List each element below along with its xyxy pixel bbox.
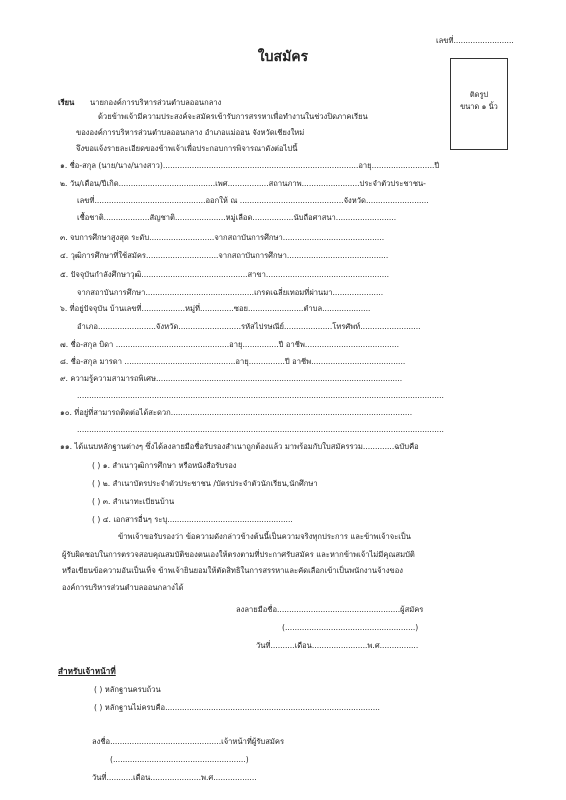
field-line: เชื้อชาติ...................สัญชาติ.....................หมู่เลือด.................นับถือศาสนา......................... <box>77 213 397 222</box>
field-line: ๔. วุฒิการศึกษาที่ใช้สมัคร..............................จากสถาบันการศึกษา.......................................... <box>60 251 389 260</box>
photo-box <box>450 58 508 150</box>
certification-line: ข้าพเจ้าขอรับรองว่า ข้อความดังกล่าวข้างต้นนี้เป็นความจริงทุกประการ และข้าพเจ้าจะเป็น <box>118 532 411 541</box>
certification-line: หรือเขียนข้อความอันเป็นเท็จ ข้าพเจ้ายินยอมให้ตัดสิทธิในการสรรหาและคัดเลือกเข้าเป็นพนักงานจ้างของ <box>62 566 403 575</box>
applicant-date-line: วันที่..........เดือน.......................พ.ศ................ <box>256 641 419 650</box>
field-line: ........................................................................................................................................................ <box>77 425 444 434</box>
photo-size-label: ขนาด ๑ นิ้ว <box>460 102 498 111</box>
officer-name-line: (.......................................................) <box>110 755 249 764</box>
certification-line: องค์การบริหารส่วนตำบลออนกลางได้ <box>62 583 184 592</box>
field-line: ๑. ชื่อ-สกุล (นาย/นาง/นางสาว).................................................................................อายุ..........................ปี <box>60 161 440 170</box>
field-line: จากสถาบันการศึกษา.............................................เกรดเฉลี่ยเทอมที่ผ่านมา..................... <box>77 288 384 297</box>
field-line: ๙. ความรู้ความสามารถพิเศษ...................................................................................................... <box>60 374 403 383</box>
certification-line: ผู้รับผิดชอบในการตรวจสอบคุณสมบัติของตนเองให้ตรงตามที่ประกาศรับสมัคร และหากข้าพเจ้าไม่มีคุณสมบัติ <box>62 550 415 559</box>
field-line: ๒. วัน/เดือน/ปีเกิด........................................เพศ.................สถานภาพ........................ประจำตัวประชาชน- <box>60 179 426 188</box>
field-line: ๕. ปัจจุบันกำลังศึกษาวุฒิ............................................สาขา................................................... <box>60 270 390 279</box>
field-line: อำเภอ........................จังหวัด..........................รหัสไปรษณีย์....................โทรศัพท์......................... <box>77 322 421 331</box>
salutation-label: เรียน <box>58 98 75 107</box>
field-line: ๘. ชื่อ-สกุล มารดา ..............................................อายุ...............ปี อาชีพ....................................... <box>60 357 406 366</box>
form-title: ใบสมัคร <box>257 49 309 65</box>
field-line: ๑๑. ได้แนบหลักฐานต่างๆ ซึ่งได้ลงลายมือชื่อรับรองสำเนาถูกต้องแล้ว มาพร้อมกับใบสมัครรวม.............ฉบับคือ <box>60 442 419 451</box>
attachment-item: ( ) ๔. เอกสารอื่นๆ ระบุ.................................................... <box>92 515 293 524</box>
salutation-recipient: นายกองค์การบริหารส่วนตำบลออนกลาง <box>90 98 222 107</box>
field-line: ๗. ชื่อ-สกุล บิดา ...............................................อายุ...............ปี อาชีพ....................................... <box>60 340 400 349</box>
attachment-item: ( ) ๒. สำเนาบัตรประจำตัวประชาชน /บัตรประจำตัวนักเรียน,นักศึกษา <box>92 479 318 488</box>
field-line: เลขที่..............................................ออกให้ ณ ...........................................จังหวัด.......................... <box>77 196 429 205</box>
attachment-item: ( ) ๑. สำเนาวุฒิการศึกษา หรือหนังสือรับรอง <box>92 461 237 470</box>
officer-date-line: วันที่...........เดือน.....................พ.ศ.................. <box>92 773 257 782</box>
field-line: ๑๐. ที่อยู่ที่สามารถติดต่อได้สะดวก.................................................................................................... <box>60 408 413 417</box>
officer-check-item: ( ) หลักฐานครบถ้วน <box>94 685 161 694</box>
officer-section-heading: สำหรับเจ้าหน้าที่ <box>58 666 116 676</box>
field-line: ๖. ที่อยู่ปัจจุบัน บ้านเลขที่..................หมู่ที่..............ซอย.......................ตำบล.................... <box>60 304 371 313</box>
officer-check-item: ( ) หลักฐานไม่ครบคือ......................................................................................... <box>94 703 380 712</box>
applicant-signature-line: ลงลายมือชื่อ...................................................ผู้สมัคร <box>236 605 424 614</box>
officer-signature-line: ลงชื่อ..............................................เจ้าหน้าที่ผู้รับสมัคร <box>92 737 285 746</box>
document-number: เลขที่......................... <box>436 36 514 45</box>
photo-label: ติดรูป <box>469 90 489 99</box>
field-line: ........................................................................................................................................................ <box>77 391 444 400</box>
intro-line: จึงขอแจ้งรายละเอียดของข้าพเจ้าเพื่อประกอบการพิจารณาดังต่อไปนี้ <box>76 144 298 153</box>
intro-line: ขององค์การบริหารส่วนตำบลออนกลาง อำเภอแม่ออน จังหวัดเชียงใหม่ <box>76 128 305 137</box>
intro-line: ด้วยข้าพเจ้ามีความประสงค์จะสมัครเข้ารับการสรรหาเพื่อทำงานในช่วงปิดภาคเรียน <box>98 112 368 121</box>
applicant-name-line: (......................................................) <box>282 623 419 632</box>
attachment-item: ( ) ๓. สำเนาทะเบียนบ้าน <box>92 497 175 506</box>
field-line: ๓. จบการศึกษาสูงสุด ระดับ...........................จากสถาบันการศึกษา.......................................... <box>60 233 385 242</box>
